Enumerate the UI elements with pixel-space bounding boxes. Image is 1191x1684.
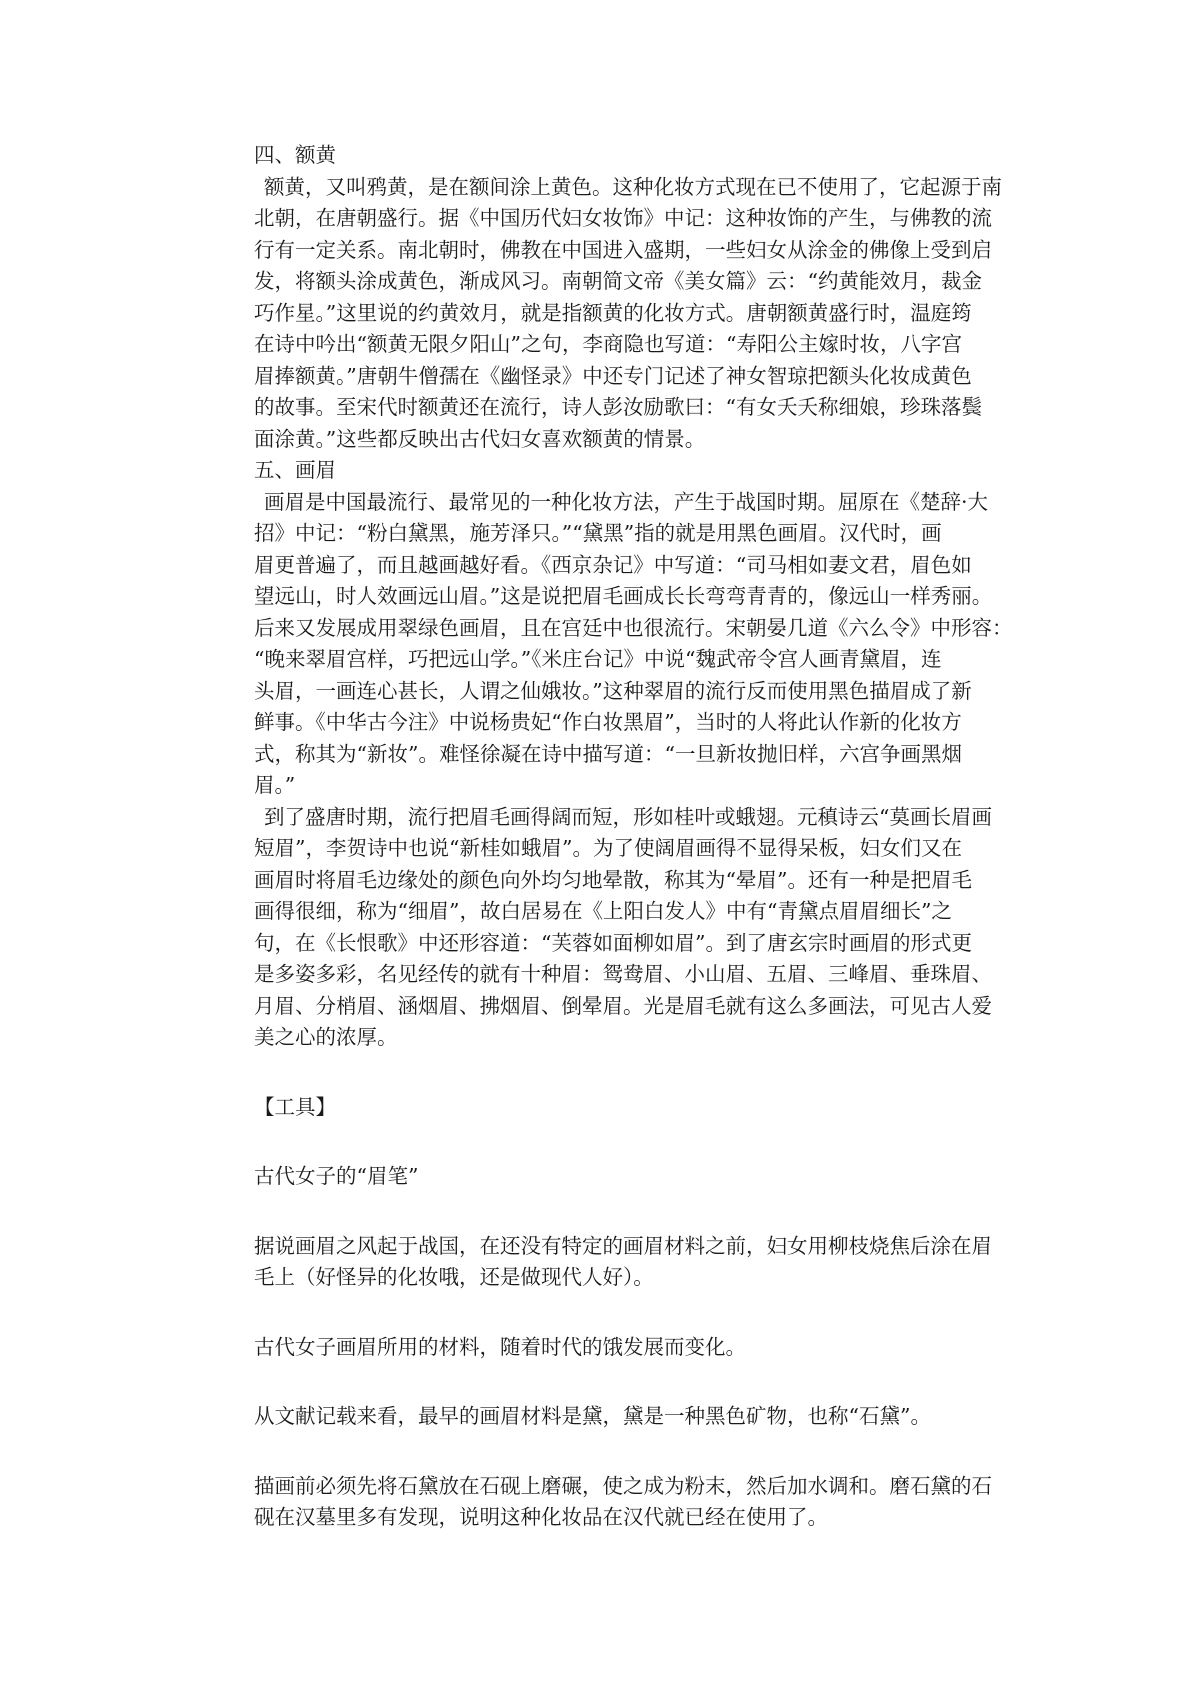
text-line: 行有一定关系。南北朝时，佛教在中国进入盛期，一些妇女从涂金的佛像上受到启 <box>254 237 992 262</box>
text-line: 句，在《长恨歌》中还形容道：“芙蓉如面柳如眉”。到了唐玄宗时画眉的形式更 <box>254 930 972 955</box>
spacer <box>254 1363 1014 1401</box>
text-line: “晚来翠眉宫样，巧把远山学。”《米庄台记》中说“魏武帝令宫人画青黛眉，连 <box>254 647 942 671</box>
text-line: 头眉，一画连心甚长，人谓之仙娥妆。”这种翠眉的流行反而使用黑色描眉成了新 <box>254 678 972 703</box>
text-line: 北朝，在唐朝盛行。据《中国历代妇女妆饰》中记：这种妆饰的产生，与佛教的流 <box>254 206 992 230</box>
text-line: 美之心的浓厚。 <box>254 1025 398 1049</box>
text-line: 是多姿多彩，名见经传的就有十种眉：鸳鸯眉、小山眉、五眉、三峰眉、垂珠眉、 <box>254 962 992 986</box>
spacer <box>254 1193 1014 1231</box>
document-page <box>254 140 1014 1534</box>
text-line: 式，称其为“新妆”。难怪徐凝在诗中描写道：“一旦新妆抛旧样，六宫争画黑烟 <box>254 741 962 766</box>
text-line: 眉更普遍了，而且越画越好看。《西京杂记》中写道：“司马相如妻文君，眉色如 <box>254 552 972 577</box>
paragraph-hua-mei-1 <box>254 487 1014 802</box>
text-line: 据说画眉之风起于战国，在还没有特定的画眉材料之前，妇女用柳枝烧焦后涂在眉 <box>254 1233 992 1258</box>
tools-heading: 【工具】 <box>254 1094 336 1119</box>
text-line: 鲜事。《中华古今注》中说杨贵妃“作白妆黑眉”，当时的人将此认作新的化妆方 <box>254 710 962 734</box>
text-line: 画眉是中国最流行、最常见的一种化妆方法，产生于战国时期。屈原在《楚辞·大 <box>264 489 989 514</box>
text-line: 描画前必须先将石黛放在石砚上磨碾，使之成为粉末，然后加水调和。磨石黛的石 <box>254 1473 992 1498</box>
tools-paragraph-1 <box>254 1231 1014 1294</box>
text-line: 在诗中吟出“额黄无限夕阳山”之句，李商隐也写道：“寿阳公主嫁时妆，八字宫 <box>254 332 962 356</box>
text-line: 的故事。至宋代时额黄还在流行，诗人彭汝励歌曰：“有女夭夭称细娘，珍珠落鬓 <box>254 395 982 419</box>
text-line: 毛上（好怪异的化妆哦，还是做现代人好）。 <box>254 1265 654 1289</box>
text-line: 画得很细，称为“细眉”，故白居易在《上阳白发人》中有“青黛点眉眉细长”之 <box>254 899 952 923</box>
text-line: 眉。” <box>254 773 296 797</box>
text-line: 砚在汉墓里多有发现，说明这种化妆品在汉代就已经在使用了。 <box>254 1505 828 1529</box>
paragraph-hua-mei-2 <box>254 802 1014 1054</box>
text-line: 发，将额头涂成黄色，渐成风习。南朝简文帝《美女篇》云：“约黄能效月，裁金 <box>254 269 982 293</box>
text-line: 额黄，又叫鸦黄，是在额间涂上黄色。这种化妆方式现在已不使用了，它起源于南 <box>264 174 1002 199</box>
text-line: 望远山，时人效画远山眉。”这是说把眉毛画成长长弯弯青青的，像远山一样秀丽。 <box>254 584 993 608</box>
text-line: 巧作星。”这里说的约黄效月，就是指额黄的化妆方式。唐朝额黄盛行时，温庭筠 <box>254 300 972 325</box>
tools-paragraph-3: 从文献记载来看，最早的画眉材料是黛，黛是一种黑色矿物，也称“石黛”。 <box>254 1404 931 1428</box>
tools-subtitle: 古代女子的“眉笔” <box>254 1164 419 1188</box>
tools-paragraph-2: 古代女子画眉所用的材料，随着时代的饿发展而变化。 <box>254 1334 746 1359</box>
text-line: 短眉”，李贺诗中也说“新桂如蛾眉”。为了使阔眉画得不显得呆板，妇女们又在 <box>254 836 962 860</box>
text-line: 到了盛唐时期，流行把眉毛画得阔而短，形如桂叶或蛾翅。元稹诗云“莫画长眉画 <box>264 804 992 829</box>
tools-paragraph-4 <box>254 1471 1014 1534</box>
spacer <box>254 1433 1014 1471</box>
text-line: 眉捧额黄。”唐朝牛僧孺在《幽怪录》中还专门记述了神女智琼把额头化妆成黄色 <box>254 363 972 388</box>
section-heading-hua-mei: 五、画眉 <box>254 458 336 482</box>
spacer <box>254 1054 1014 1092</box>
text-line: 月眉、分梢眉、涵烟眉、拂烟眉、倒晕眉。光是眉毛就有这么多画法，可见古人爱 <box>254 993 992 1018</box>
spacer <box>254 1123 1014 1161</box>
paragraph-e-huang <box>254 172 1014 456</box>
text-line: 面涂黄。”这些都反映出古代妇女喜欢额黄的情景。 <box>254 426 706 451</box>
text-line: 招》中记：“粉白黛黑，施芳泽只。”“黛黑”指的就是用黑色画眉。汉代时，画 <box>254 521 942 545</box>
section-heading-e-huang: 四、额黄 <box>254 143 336 167</box>
text-line: 后来又发展成用翠绿色画眉，且在宫廷中也很流行。宋朝晏几道《六么令》中形容： <box>254 615 1013 640</box>
text-line: 画眉时将眉毛边缘处的颜色向外均匀地晕散，称其为“晕眉”。还有一种是把眉毛 <box>254 867 972 892</box>
spacer <box>254 1294 1014 1332</box>
